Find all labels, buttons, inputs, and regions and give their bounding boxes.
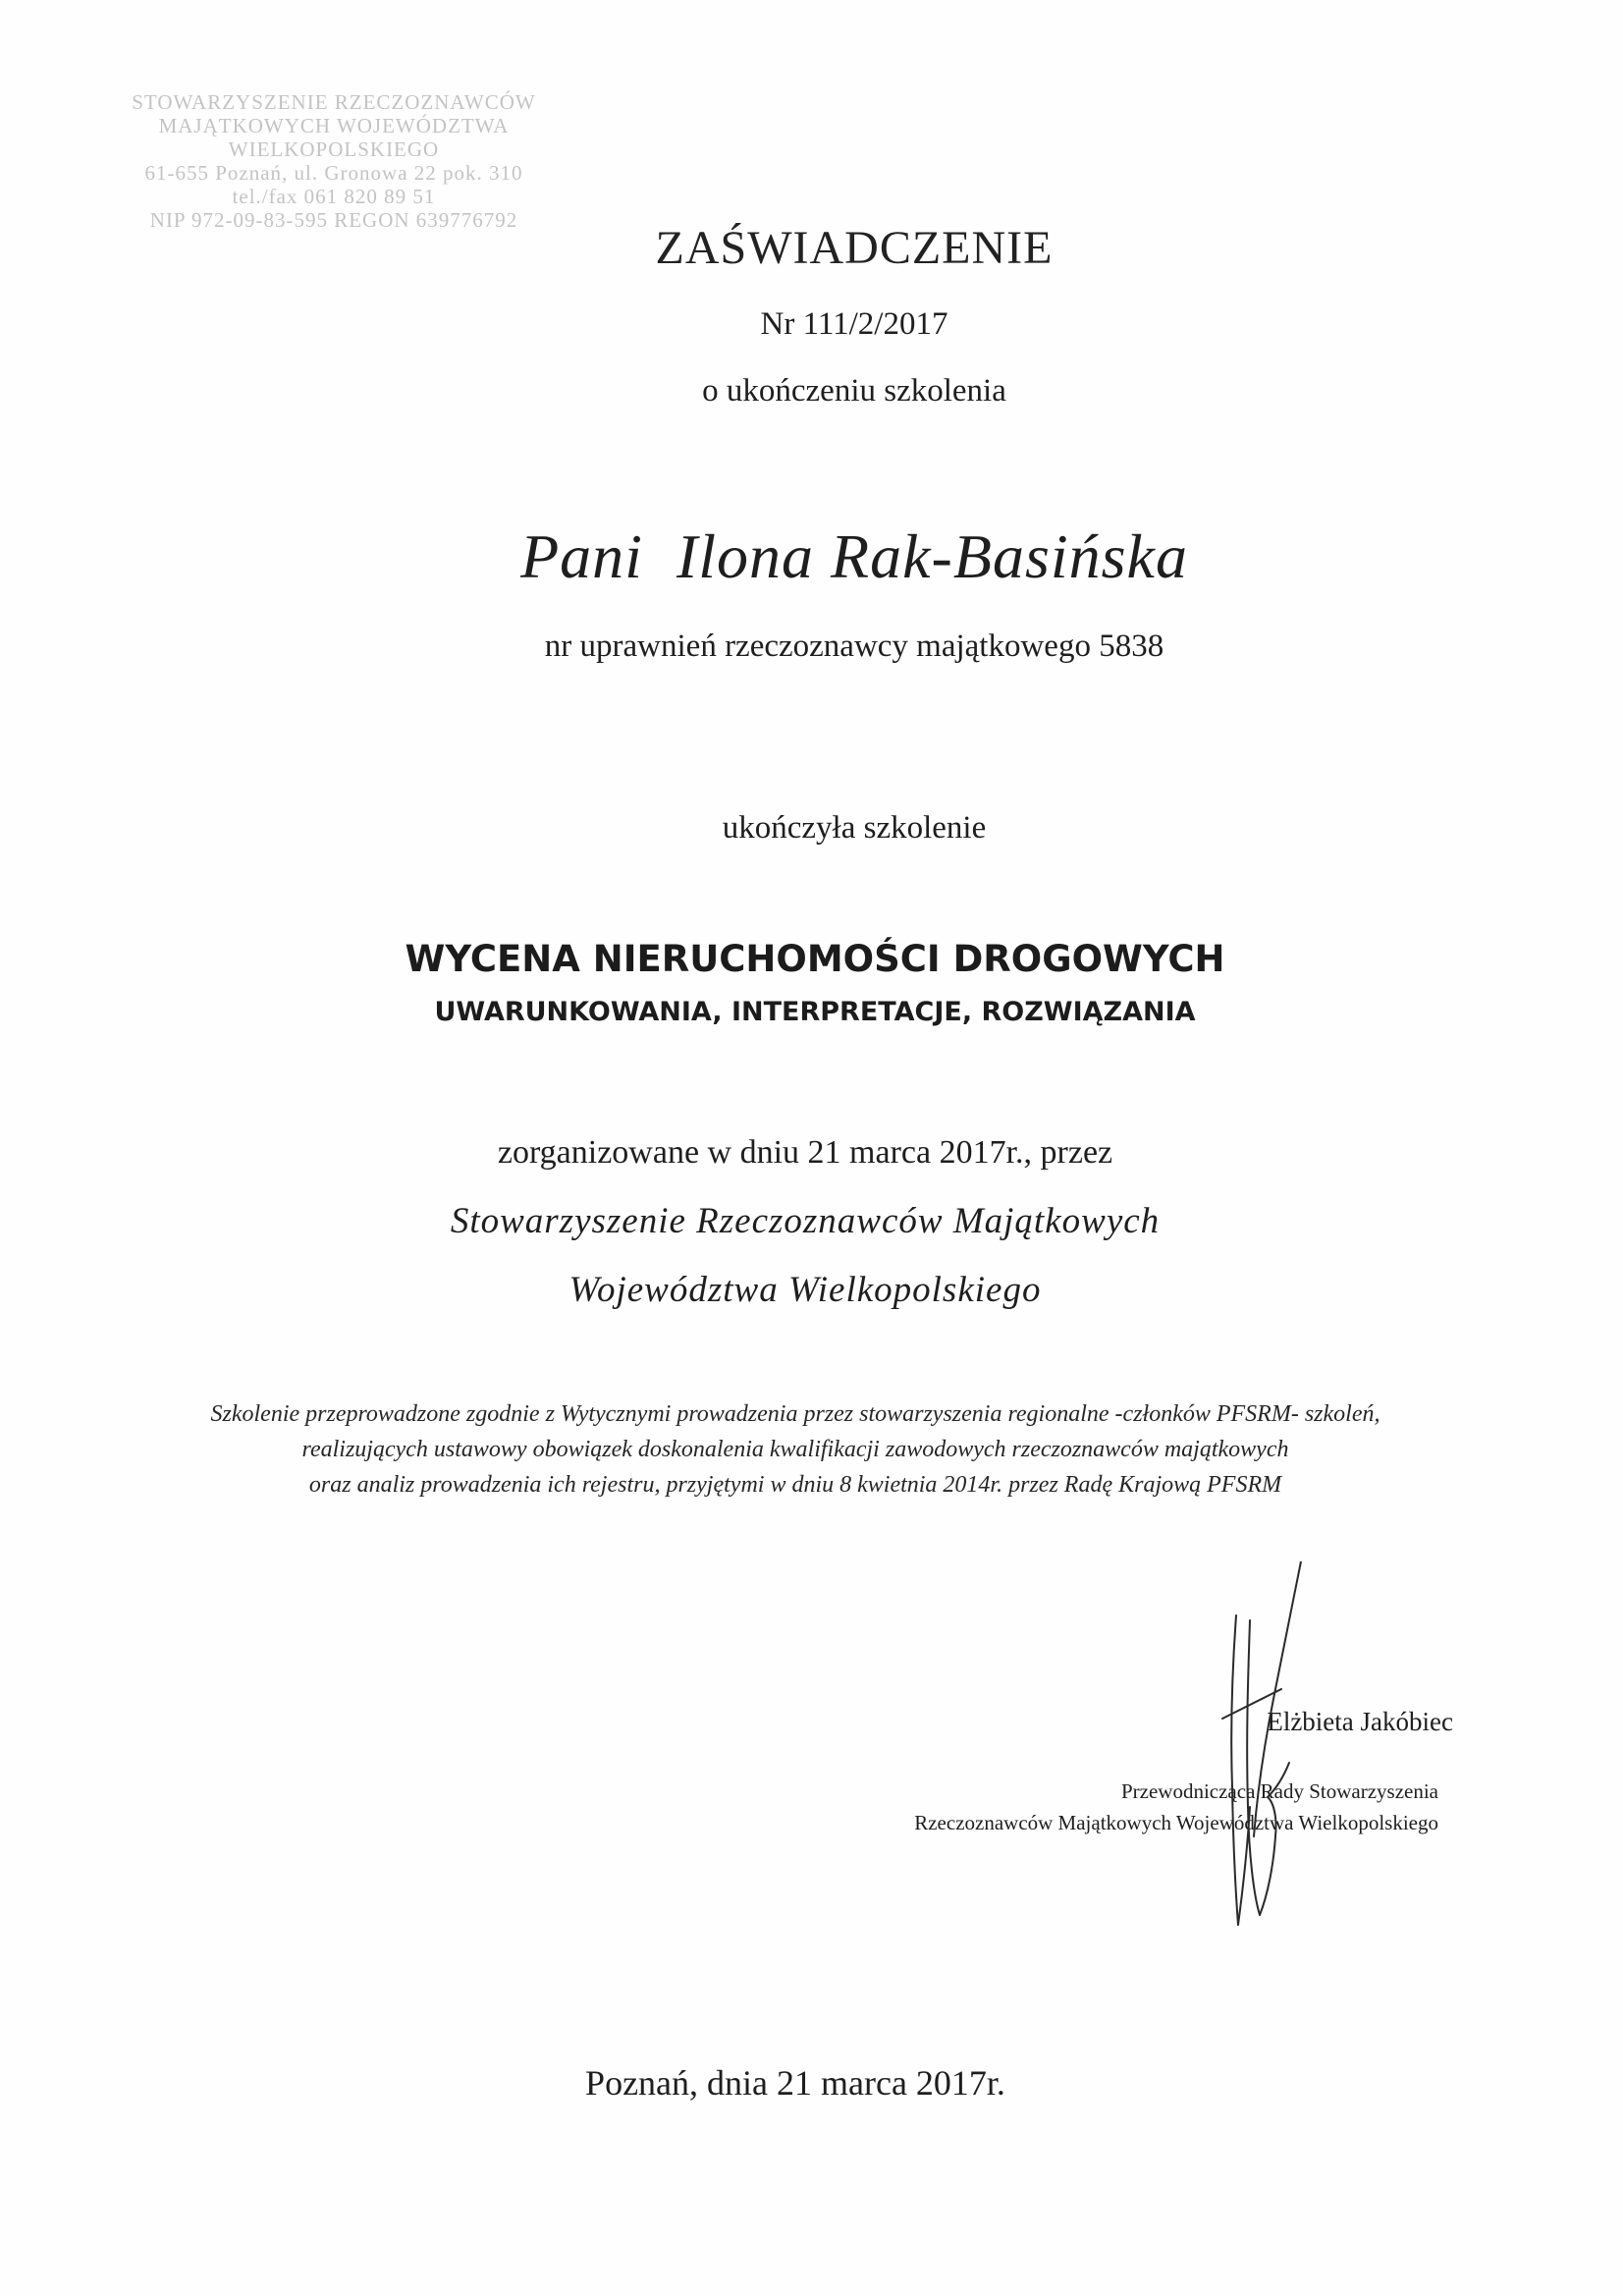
recipient-name: Pani Ilona Rak-Basińska (520, 521, 1188, 591)
note-line: oraz analiz prowadzenia ich rejestru, przyjętymi w dniu 8 kwietnia 2014r. przez Radę Krajową PFSRM (308, 1472, 1282, 1498)
stamp-line: MAJĄTKOWYCH WOJEWÓDZTWA (158, 114, 510, 137)
organized-statement: zorganizowane w dniu 21 marca 2017r., przez (497, 1134, 1113, 1171)
handwritten-signature (1203, 1561, 1311, 1935)
signatory-role (746, 1776, 1438, 1838)
stamp-line: STOWARZYSZENIE RZECZOZNAWCÓW (132, 90, 536, 114)
document-subtitle: o ukończeniu szkolenia (702, 373, 1006, 409)
organization-stamp (98, 90, 569, 232)
signatory-name: Elżbieta Jakóbiec (1267, 1707, 1453, 1736)
training-note (79, 1396, 1512, 1503)
certificate-number: Nr 111/2/2017 (760, 306, 948, 342)
course-title: WYCENA NIERUCHOMOŚCI DROGOWYCH (405, 938, 1225, 980)
license-number: nr uprawnień rzeczoznawcy majątkowego 5838 (544, 629, 1164, 664)
stamp-line: 61-655 Poznań, ul. Gronowa 22 pok. 310 (144, 161, 523, 185)
completion-statement: ukończyła szkolenie (722, 810, 987, 846)
organizer-name-line2: Województwa Wielkopolskiego (568, 1270, 1042, 1310)
place-and-date: Poznań, dnia 21 marca 2017r. (585, 2063, 1005, 2103)
document-title: ZAŚWIADCZENIE (655, 222, 1054, 274)
stamp-line: NIP 972-09-83-595 REGON 639776792 (149, 208, 518, 232)
note-line: realizujących ustawowy obowiązek doskonalenia kwalifikacji zawodowych rzeczoznawców majątkowych (301, 1437, 1289, 1462)
course-subtitle: UWARUNKOWANIA, INTERPRETACJE, ROZWIĄZANIA (434, 997, 1196, 1027)
stamp-line: WIELKOPOLSKIEGO (228, 137, 440, 161)
note-line: Szkolenie przeprowadzone zgodnie z Wytycznymi prowadzenia przez stowarzyszenia regionalne -członków PFSRM- szkoleń, (210, 1401, 1380, 1427)
signatory-role-line2: Rzeczoznawców Majątkowych Województwa Wielkopolskiego (914, 1811, 1438, 1834)
organizer-name-line1: Stowarzyszenie Rzeczoznawców Majątkowych (450, 1201, 1161, 1241)
stamp-line: tel./fax 061 820 89 51 (232, 185, 436, 208)
signatory-role-line1: Przewodnicząca Rady Stowarzyszenia (1120, 1779, 1438, 1803)
